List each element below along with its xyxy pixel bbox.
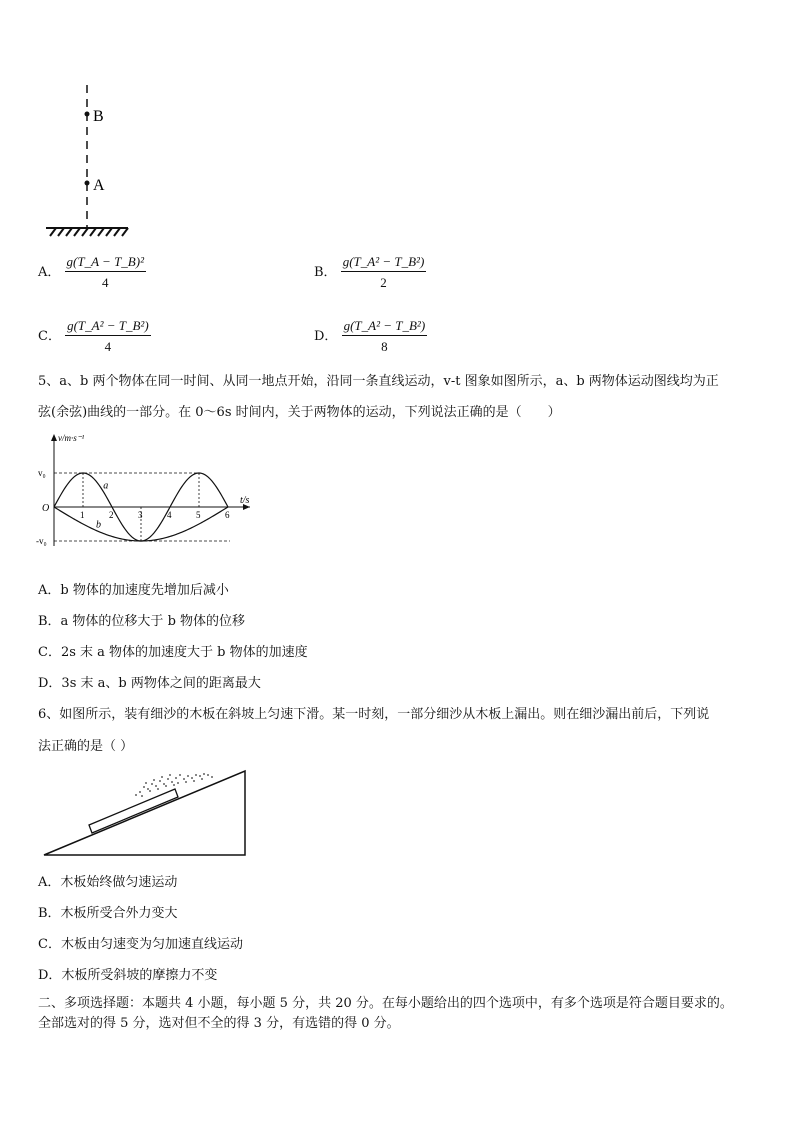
x-tick-label: 2	[109, 510, 114, 520]
option-letter: D．	[314, 329, 338, 344]
x-tick-label: 3	[138, 510, 143, 520]
q6-option-c[interactable]: C．木板由匀速变为匀加速直线运动	[38, 937, 243, 952]
y-tick-label: -v₀	[36, 536, 47, 546]
numerator: g(T_A² − T_B²)	[342, 318, 428, 336]
q5-option-d[interactable]: D．3s 末 a、b 两物体之间的距离最大	[38, 676, 261, 691]
point-b	[85, 112, 90, 117]
series-b-label: b	[96, 519, 102, 531]
x-axis-label: t/s	[240, 495, 250, 506]
y-arrow	[51, 434, 57, 441]
y-axis-label: v/m·s⁻¹	[58, 433, 85, 443]
x-tick-label: 4	[167, 510, 172, 520]
q6-option-d[interactable]: D．木板所受斜坡的摩擦力不变	[38, 968, 218, 983]
q6-option-b[interactable]: B．木板所受合外力变大	[38, 906, 178, 921]
denominator: 2	[380, 275, 387, 290]
origin-label: O	[42, 503, 50, 514]
x-tick-label: 5	[196, 510, 201, 520]
option-letter: C．	[38, 329, 61, 344]
option-a[interactable]	[38, 254, 146, 291]
fraction	[65, 318, 151, 355]
board	[89, 789, 178, 833]
vt-chart	[36, 430, 266, 550]
numerator: g(T_A² − T_B²)	[65, 318, 151, 336]
q5-option-c[interactable]: C．2s 末 a 物体的加速度大于 b 物体的加速度	[38, 645, 308, 660]
y-tick-label: v₀	[38, 468, 46, 478]
option-b[interactable]	[314, 254, 426, 291]
fraction	[65, 254, 146, 291]
fraction	[342, 318, 428, 355]
series-a-label: a	[103, 480, 109, 492]
q5-option-a[interactable]: A．b 物体的加速度先增加后减小	[38, 583, 229, 598]
x-tick-label: 6	[225, 510, 230, 520]
q6-stem-line1: 6、如图所示，装有细沙的木板在斜坡上匀速下滑。某一时刻，一部分细沙从木板上漏出。则在细沙漏出前后，下列说	[38, 707, 710, 722]
label-b: B	[93, 108, 104, 125]
denominator: 4	[102, 275, 109, 290]
section2-line2: 全部选对的得 5 分，选对但不全的得 3 分，有选错的得 0 分。	[38, 1016, 400, 1031]
option-c[interactable]	[38, 318, 151, 355]
denominator: 4	[104, 339, 112, 354]
numerator: g(T_A − T_B)²	[65, 254, 146, 272]
section2-line1: 二、多项选择题：本题共 4 小题，每小题 5 分，共 20 分。在每小题给出的四个选项中，有多个选项是符合题目要求的。	[38, 996, 733, 1011]
q6-stem-line2: 法正确的是（ ）	[38, 739, 134, 754]
q5-option-b[interactable]: B．a 物体的位移大于 b 物体的位移	[38, 614, 246, 629]
option-letter: A．	[38, 265, 61, 280]
numerator: g(T_A² − T_B²)	[341, 254, 427, 272]
incline	[44, 771, 245, 855]
label-a: A	[93, 177, 105, 194]
point-a	[85, 181, 90, 186]
fig-points-ab	[40, 80, 140, 240]
option-letter: B．	[314, 265, 337, 280]
q5-stem-line2: 弦(余弦)曲线的一部分。在 0～6s 时间内，关于两物体的运动，下列说法正确的是（ ）	[38, 405, 561, 420]
incline-figure	[40, 765, 250, 860]
x-tick-label: 1	[80, 510, 85, 520]
fraction	[341, 254, 427, 291]
q5-stem-line1: 5、a、b 两个物体在同一时间、从同一地点开始，沿同一条直线运动，v-t 图象如图所示，a、b 两物体运动图线均为正	[38, 374, 719, 389]
denominator: 8	[381, 339, 388, 354]
q6-option-a[interactable]: A．木板始终做匀速运动	[38, 875, 178, 890]
option-d[interactable]	[314, 318, 427, 355]
